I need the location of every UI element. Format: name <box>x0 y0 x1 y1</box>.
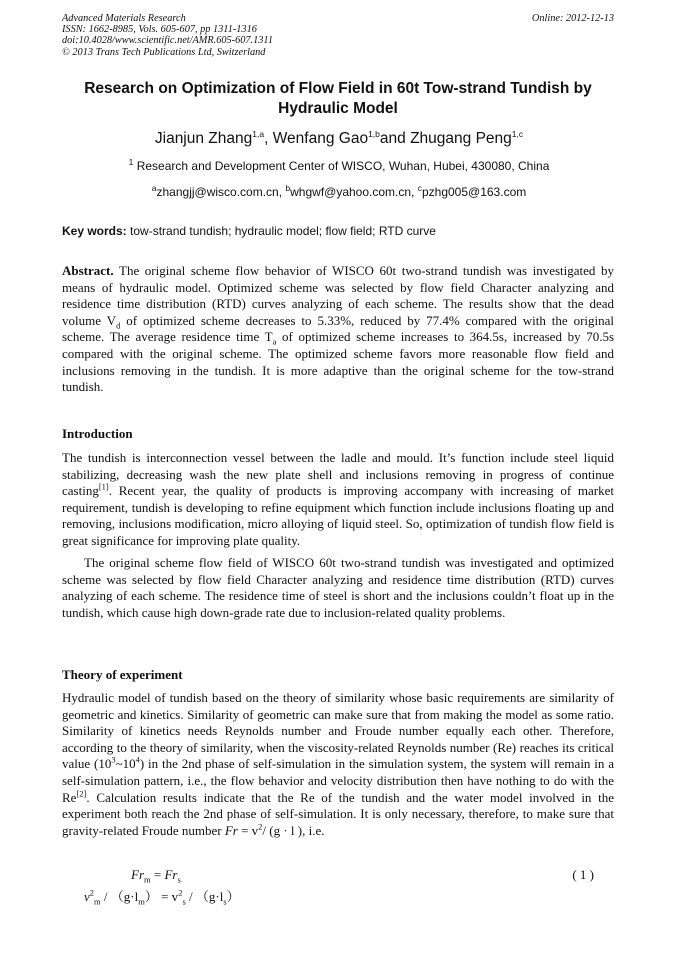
author-1: Jianjun Zhang <box>154 130 253 147</box>
theory-text-3: . Calculation results indicate that the Re of the tundish and the water model involved in the experiment both reach the 2nd phase of self-simulation. It is only necessary, therefore, to make sure that gravity-related Froude number <box>62 789 614 838</box>
email-b[interactable]: whgwf@yahoo.com.cn, <box>290 185 415 199</box>
author-1-sup: 1,a <box>252 128 265 139</box>
citation-2[interactable]: [2] <box>76 788 87 799</box>
copyright: © 2013 Trans Tech Publications Ltd, Switzerland <box>62 46 266 58</box>
abstract-text-2: of optimized scheme decreases to 5.33%, reduced by 77.4% compared with the original scheme. The average residence time T <box>62 312 614 345</box>
abstract <box>62 263 614 396</box>
eq2-equals: ） = v <box>144 889 179 904</box>
paper-title: Research on Optimization of Flow Field in 60t Tow-strand Tundish by Hydraulic Model <box>84 80 592 117</box>
froude-symbol: Fr <box>224 822 238 838</box>
email-list <box>0 185 678 199</box>
author-list: Jianjun Zhang$^{1,a}$, Wenfang Gao$^{1,b}$and Zhugang Peng$^{1,c}$ <box>154 128 524 147</box>
equation-1 <box>62 867 614 883</box>
equation-2 <box>62 886 614 905</box>
eq2-v: v <box>84 889 90 904</box>
eq2-sup-2: 2 <box>178 887 183 898</box>
doi: doi:10.4028/www.scientific.net/AMR.605-607.1311 <box>62 35 273 47</box>
theory-paragraph <box>62 690 614 839</box>
equation-number: ( 1 ) <box>572 867 594 882</box>
eq2-sub-3: s <box>182 896 186 907</box>
abstract-sub-a: a <box>272 336 277 347</box>
eq2-sub-2: m <box>138 896 145 907</box>
author-3-sup: 1,c <box>511 128 524 139</box>
journal-name: Advanced Materials Research <box>62 13 186 24</box>
theory-text-1: Hydraulic model of tundish based on the theory of similarity whose basic requirements are similarity of geometric and kinetics. Similarity of geometric can make sure that from making the model as some ratio. Similarity of kinetics needs Reynolds number and Froude number equally each other. Therefore, according to the theory of similarity, when the viscosity-related Reynolds number (Re) reaches its critical value (10 <box>62 690 614 772</box>
citation-1[interactable]: [1] <box>98 481 109 492</box>
eq2-sup-1: 2 <box>89 887 95 898</box>
keywords-label: Key words: <box>62 224 127 238</box>
email-a[interactable]: zhangjj@wisco.com.cn, <box>156 185 283 199</box>
abstract-text-1: The original scheme flow behavior of WISCO 60t two-strand tundish was investigated by means of hydraulic model. Optimized scheme was selected by flow field Character analyzing and residence time distribution (RTD) curves analyzing of each scheme. The results show that the dead volume V <box>62 263 614 328</box>
abstract-label: Abstract. <box>62 263 114 278</box>
eq2-sub-4: s <box>223 896 227 907</box>
theory-range: ~10 <box>115 756 136 772</box>
keywords-text: tow-strand tundish; hydraulic model; flow field; RTD curve <box>130 224 436 238</box>
email-c[interactable]: pzhg005@163.com <box>421 185 527 199</box>
eq2-end: / （g·l <box>185 889 224 904</box>
author-3: Zhugang Peng <box>410 130 512 147</box>
journal-header <box>62 13 614 58</box>
author-2-sup: 1,b <box>368 128 380 139</box>
theory-text-4a: = v <box>241 822 259 838</box>
issn: ISSN: 1662-8985, Vols. 605-607, pp 1311-1316 <box>62 24 257 36</box>
exp-4: 4 <box>135 755 140 766</box>
eq1-sub-m: m <box>144 874 151 885</box>
intro-text-1b: . Recent year, the quality of products is improving accompany with increasing of market requirement, tundish is developing to refine equipment which function include inclusions floating up and removing, inclusions modification, micro alloying of liquid steel. So, optimization of tundish flow field is great significance for improving plate quality. <box>62 483 614 548</box>
eq2-close: ） <box>226 889 240 904</box>
abstract-sub-d: d <box>116 320 121 331</box>
theory-heading: Theory of experiment <box>62 667 183 682</box>
introduction-paragraph-1 <box>62 450 614 550</box>
email-a-sup: a <box>151 183 157 193</box>
exp-2: 2 <box>258 821 263 832</box>
theory-text-4b: / (g · l ), i.e. <box>262 822 325 838</box>
keywords <box>62 224 614 238</box>
affiliation-sup: 1 <box>128 157 134 167</box>
affiliation-text: Research and Development Center of WISCO, Wuhan, Hubei, 430080, China <box>136 159 550 173</box>
email-b-sup: b <box>285 183 291 193</box>
eq2-mid: / （g·l <box>100 889 139 904</box>
theory-text-2: ) in the 2nd phase of self-simulation in the simulation system, the system will remain in a self-simulation pattern, i.e., the flow behavior and velocity distribution then have nothing to do with the Re <box>62 756 614 805</box>
abstract-text-3: of optimized scheme increases to 364.5s, increased by 70.5s compared with the original scheme. The optimized scheme favors more reasonable flow field and inclusions removing in the tundish. It is more adaptive than the original scheme for the tow-strand tundish. <box>62 329 614 395</box>
eq1-fr2: Fr <box>164 867 178 882</box>
email-c-sup: c <box>417 183 422 193</box>
author-2: Wenfang Gao <box>272 130 369 147</box>
online-date: Online: 2012-12-13 <box>531 13 614 24</box>
affiliation <box>0 159 678 173</box>
intro-text-1a: The tundish is interconnection vessel between the ladle and mould. It’s function include steel liquid stabilizing, decreasing wash the new plate shell and inclusions removing in progress of continue casting <box>62 450 614 499</box>
introduction-paragraph-2: The original scheme flow field of WISCO 60t two-strand tundish was investigated and optimized scheme was selected by flow field Character analyzing and residence time distribution (RTD) curves analyzing of each scheme. The residence time of steel is short and the inclusions couldn’t float up in the tundish, which cause high down-grade rate due to inclusion-related quality problems. <box>62 555 614 620</box>
eq2-sub-1: m <box>94 896 101 907</box>
introduction-heading: Introduction <box>62 426 133 441</box>
eq1-sub-s: s <box>177 874 181 885</box>
exp-3: 3 <box>111 755 116 766</box>
eq1-fr: Fr <box>131 867 144 882</box>
author-and: and <box>379 130 411 147</box>
eq1-equals: = <box>150 867 165 882</box>
